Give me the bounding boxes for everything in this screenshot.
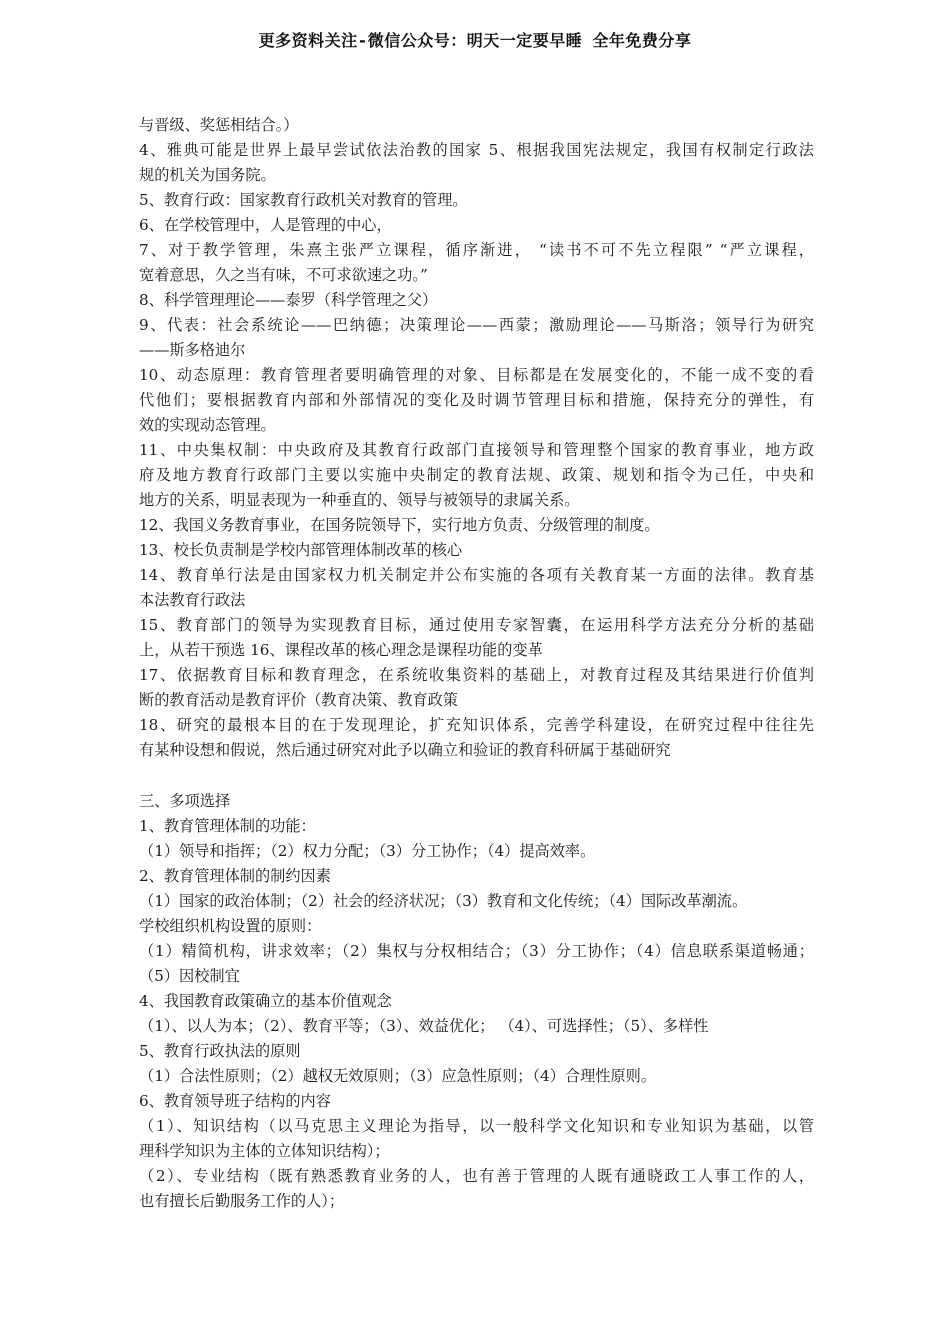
text-line: 理科学知识为主体的立体知识结构）； bbox=[139, 1142, 390, 1160]
text-line: 7、对于教学管理，朱熹主张严立课程，循序渐进， “读书不可不先立程限” “严立课程， bbox=[139, 241, 814, 259]
text-line: （2）、专业结构（既有熟悉教育业务的人，也有善于管理的人既有通晓政工人事工作的人， bbox=[139, 1167, 814, 1185]
document-body bbox=[139, 113, 814, 1214]
text-line: 效的实现动态管理。 bbox=[139, 416, 276, 434]
text-line: ——斯多格迪尔 bbox=[139, 341, 246, 359]
text-line: 17、依据教育目标和教育理念，在系统收集资料的基础上，对教育过程及其结果进行价值判 bbox=[139, 666, 814, 684]
text-line: （1）、以人为本；（2）、教育平等；（3）、效益优化； （4）、可选择性；（5）、多样性 bbox=[139, 1017, 709, 1035]
text-line: 规的机关为国务院。 bbox=[139, 166, 276, 184]
text-line: 18、研究的最根本目的在于发现理论，扩充知识体系，完善学科建设，在研究过程中往往先 bbox=[139, 716, 814, 734]
section-gap bbox=[139, 763, 814, 789]
text-line: 5、教育行政执法的原则 bbox=[139, 1042, 301, 1060]
text-line: 13、校长负责制是学校内部管理体制改革的核心 bbox=[139, 541, 463, 559]
text-line: （1）国家的政治体制；（2）社会的经济状况；（3）教育和文化传统；（4）国际改革潮流。 bbox=[139, 892, 748, 910]
section-heading: 三、多项选择 bbox=[139, 792, 231, 810]
text-line: 6、在学校管理中，人是管理的中心， bbox=[139, 216, 392, 234]
text-line: 代他们；要根据教育内部和外部情况的变化及时调节管理目标和措施，保持充分的弹性，有 bbox=[139, 391, 814, 409]
text-line: （1）、知识结构（以马克思主义理论为指导，以一般科学文化知识和专业知识为基础，以管 bbox=[139, 1117, 814, 1135]
text-line: 8、科学管理理论——泰罗（科学管理之父） bbox=[139, 291, 438, 309]
text-line: （1）精简机构，讲求效率；（2）集权与分权相结合；（3）分工协作；（4）信息联系渠道畅通； bbox=[139, 942, 814, 960]
text-line: 地方的关系，明显表现为一种垂直的、领导与被领导的隶属关系。 bbox=[139, 491, 580, 509]
text-line: 14、教育单行法是由国家权力机关制定并公布实施的各项有关教育某一方面的法律。教育基 bbox=[139, 566, 814, 584]
text-line: 上，从若干预选 16、课程改革的核心理念是课程功能的变革 bbox=[139, 641, 543, 659]
text-line: 有某种设想和假说，然后通过研究对此予以确立和验证的教育科研属于基础研究 bbox=[139, 741, 671, 759]
text-line: 1、教育管理体制的功能： bbox=[139, 817, 316, 835]
text-line: 4、雅典可能是世界上最早尝试依法治教的国家 5、根据我国宪法规定，我国有权制定行政法 bbox=[139, 141, 814, 159]
text-line: 4、我国教育政策确立的基本价值观念 bbox=[139, 992, 392, 1010]
section-single-choice-notes bbox=[139, 113, 814, 763]
text-line: 5、教育行政：国家教育行政机关对教育的管理。 bbox=[139, 191, 468, 209]
text-line: （5）因校制宜 bbox=[139, 967, 240, 985]
text-line: 府及地方教育行政部门主要以实施中央制定的教育法规、政策、规划和指令为己任，中央和 bbox=[139, 466, 814, 484]
text-line: 本法教育行政法 bbox=[139, 591, 246, 609]
text-line: 11、中央集权制：中央政府及其教育行政部门直接领导和管理整个国家的教育事业，地方政 bbox=[139, 441, 814, 459]
text-line: 2、教育管理体制的制约因素 bbox=[139, 867, 331, 885]
text-line: 10、动态原理：教育管理者要明确管理的对象、目标都是在发展变化的，不能一成不变的看 bbox=[139, 366, 814, 384]
page-header: 更多资料关注-微信公众号：明天一定要早睡 全年免费分享 bbox=[258, 31, 692, 50]
text-line: （1）合法性原则；（2）越权无效原则；（3）应急性原则；（4）合理性原则。 bbox=[139, 1067, 657, 1085]
text-line: 15、教育部门的领导为实现教育目标，通过使用专家智囊，在运用科学方法充分分析的基础 bbox=[139, 616, 814, 634]
text-line: 也有擅长后勤服务工作的人）； bbox=[139, 1192, 345, 1210]
text-line: 9、代表：社会系统论——巴纳德；决策理论——西蒙；激励理论——马斯洛；领导行为研究 bbox=[139, 316, 814, 334]
text-line: 学校组织机构设置的原则： bbox=[139, 917, 322, 935]
text-line: 6、教育领导班子结构的内容 bbox=[139, 1092, 331, 1110]
section-multiple-choice bbox=[139, 789, 814, 1214]
text-line: 断的教育活动是教育评价（教育决策、教育政策 bbox=[139, 691, 458, 709]
text-line: （1）领导和指挥；（2）权力分配；（3）分工协作；（4）提高效率。 bbox=[139, 842, 596, 860]
text-line: 与晋级、奖惩相结合。） bbox=[139, 116, 299, 134]
text-line: 12、我国义务教育事业，在国务院领导下，实行地方负责、分级管理的制度。 bbox=[139, 516, 660, 534]
text-line: 宽着意思，久之当有味，不可求欲速之功。” bbox=[139, 266, 428, 284]
